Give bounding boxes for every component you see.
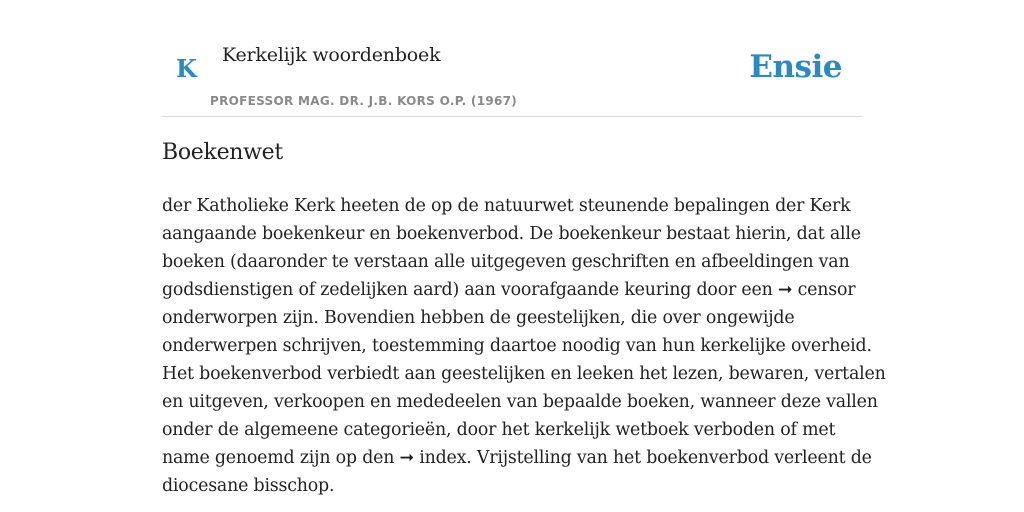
dictionary-header xyxy=(162,0,862,117)
entry-body-line: boeken (daaronder te verstaan alle uitgegeven geschriften en afbeeldingen van xyxy=(162,252,850,272)
ensie-logo[interactable]: Ensie xyxy=(749,49,842,85)
entry-body-line: godsdienstigen of zedelijken aard) aan voorafgaande keuring door een ➞ censor xyxy=(162,280,856,300)
entry-body xyxy=(162,192,886,500)
entry-body-line: diocesane bisschop. xyxy=(162,476,335,496)
entry-body-line: onder de algemeene categorieën, door het kerkelijk wetboek verboden of met xyxy=(162,420,836,440)
book-title-link[interactable]: Kerkelijk woordenboek xyxy=(222,44,441,66)
entry-body-line: onderwerpen schrijven, toestemming daartoe noodig van hun kerkelijke overheid. xyxy=(162,336,872,356)
entry-body-line: name genoemd zijn op den ➞ index. Vrijstelling van het boekenverbod verleent de xyxy=(162,448,872,468)
entry-body-line: onderworpen zijn. Bovendien hebben de geestelijken, die over ongewijde xyxy=(162,308,795,328)
entry-body-line: en uitgeven, verkoopen en mededeelen van bepaalde boeken, wanneer deze vallen xyxy=(162,392,878,412)
book-k-icon[interactable]: K xyxy=(176,54,197,83)
entry-body-line: aangaande boekenkeur en boekenverbod. De boekenkeur bestaat hierin, dat alle xyxy=(162,224,861,244)
entry-body-line: der Katholieke Kerk heeten de op de natuurwet steunende bepalingen der Kerk xyxy=(162,196,851,216)
entry-body-line: Het boekenverbod verbiedt aan geestelijken en leeken het lezen, bewaren, vertalen xyxy=(162,364,886,384)
entry-title: Boekenwet xyxy=(162,140,283,165)
book-author: PROFESSOR MAG. DR. J.B. KORS O.P. (1967) xyxy=(210,94,518,108)
